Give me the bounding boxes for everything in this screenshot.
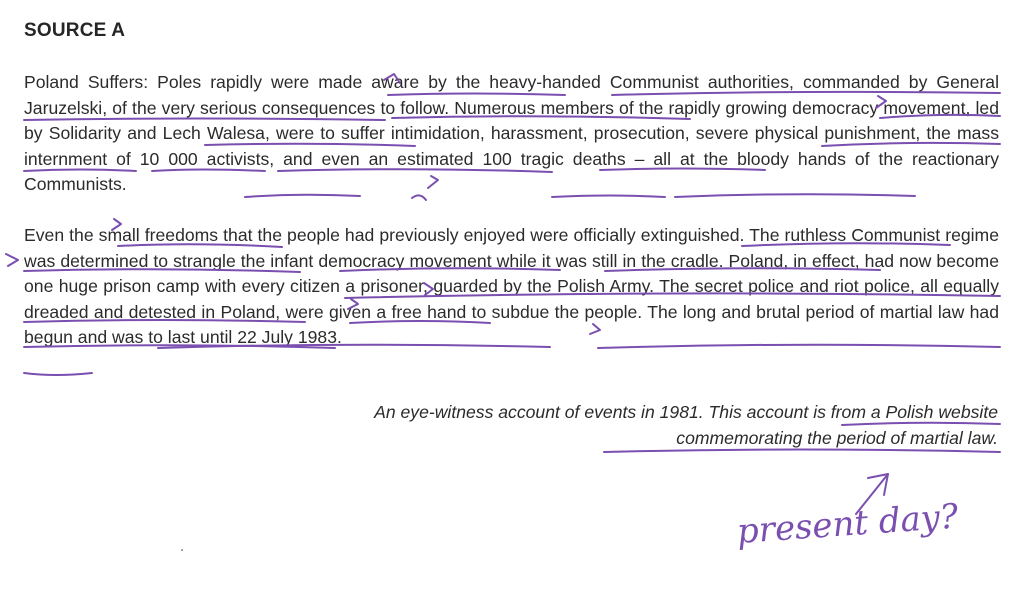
source-heading: SOURCE A (24, 20, 126, 41)
paper-speck (181, 549, 183, 551)
paragraph-2: Even the small freedoms that the people had previously enjoyed were officially extinguished. The ruthless Communist regime was determined to strangle the infant democracy movement while it was still in the cradle. Poland, in effect, had now become one huge prison camp with every citizen a prisoner, guarded by the Polish Army. The secret police and riot police, all equally dreaded and detested in Poland, were given a free hand to subdue the people. The long and brutal period of martial law had begun and was to last until 22 July 1983. (24, 225, 999, 347)
source-caption (198, 400, 998, 451)
caption-line-2: commemorating the period of martial law. (676, 427, 998, 448)
caret-mark (6, 254, 18, 266)
caption-line-1: An eye-witness account of events in 1981. This account is from a Polish website (374, 402, 998, 422)
arrow-mark (868, 474, 888, 495)
underline-mark (24, 373, 92, 375)
paragraph-1: Poland Suffers: Poles rapidly were made aware by the heavy-handed Communist authorities, commanded by General Jaruzelski, of the very serious consequences to follow. Numerous members of the rapidly growing democracy movement, led by Solidarity and Lech Walesa, were to suffer intimidation, harassment, prosecution, severe physical punishment, the mass internment of 10 000 activists, and even an estimated 100 tragic deaths – all at the bloody hands of the reactionary Communists. (24, 72, 999, 194)
handwritten-note: present day? (735, 496, 960, 552)
